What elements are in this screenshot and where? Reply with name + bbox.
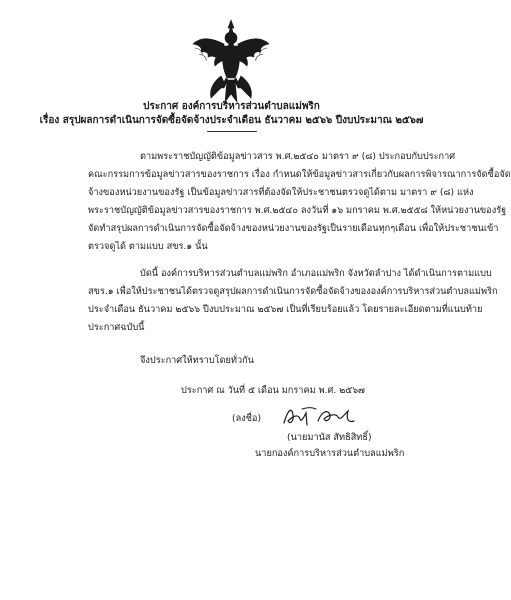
paragraph2-line: ประกาศฉบับนี้ bbox=[88, 322, 145, 333]
paragraph1-line: จ้างของหน่วยงานของรัฐ เป็นข้อมูลข่าวสารที่ต้องจัดให้ประชาชนตรวจดูได้ตาม มาตรา ๙ (๘) แห่ง bbox=[88, 187, 474, 198]
signatory-name: (นายมานัส สัทธิสิทธิ์) bbox=[287, 432, 372, 443]
paragraph1-line: พระราชบัญญัติข้อมูลข่าวสารของราชการ พ.ศ.๒๕๔๐ ลงวันที่ ๑๖ มกราคม พ.ศ.๒๕๕๘ ให้หน่วยงานของรัฐ bbox=[88, 205, 507, 216]
title-divider bbox=[207, 131, 257, 132]
paragraph1-line: จัดทำสรุปผลการดำเนินการจัดซื้อจัดจ้างของหน่วยงานของรัฐเป็นรายเดือนทุกๆเดือน เพื่อให้ประชาชนเข้า bbox=[88, 223, 499, 234]
announcement-date: ประกาศ ณ วันที่ ๕ เดือน มกราคม พ.ศ. ๒๕๖๗ bbox=[181, 385, 365, 396]
paragraph1-line: ตรวจดูได้ ตามแบบ สขร.๑ นั้น bbox=[88, 241, 208, 252]
paragraph2-line: บัดนี้ องค์การบริหารส่วนตำบลแม่พริก อำเภอแม่พริก จังหวัดลำปาง ได้ดำเนินการตามแบบ bbox=[140, 268, 492, 279]
handwritten-signature bbox=[278, 403, 358, 431]
paragraph2-line: ประจำเดือน ธันวาคม ๒๕๖๖ ปีงบประมาณ ๒๕๖๗ เป็นที่เรียบร้อยแล้ว โดยรายละเอียดตามที่แนบท้าย bbox=[88, 304, 483, 315]
announcement-title: ประกาศ องค์การบริหารส่วนตำบลแม่พริก bbox=[143, 101, 320, 112]
closing-line: จึงประกาศให้ทราบโดยทั่วกัน bbox=[140, 355, 254, 366]
paragraph1-line: ตามพระราชบัญญัติข้อมูลข่าวสาร พ.ศ.๒๕๔๐ มาตรา ๙ (๘) ประกอบกับประกาศ bbox=[140, 151, 456, 162]
signatory-position: นายกองค์การบริหารส่วนตำบลแม่พริก bbox=[255, 448, 405, 459]
announcement-subject: เรื่อง สรุปผลการดำเนินการจัดซื้อจัดจ้างประจำเดือน ธันวาคม ๒๕๖๖ ปีงบประมาณ ๒๕๖๗ bbox=[39, 115, 424, 126]
garuda-emblem-icon bbox=[191, 18, 271, 104]
paragraph2-line: สขร.๑ เพื่อให้ประชาชนได้ตรวจดูสรุปผลการดำเนินการจัดซื้อจัดจ้างขององค์การบริหารส่วนตำบลแม่พริก bbox=[88, 286, 498, 297]
signature-label: (ลงชื่อ) bbox=[232, 413, 262, 424]
paragraph1-line: คณะกรรมการข้อมูลข่าวสารของราชการ เรื่อง กำหนดให้ข้อมูลข่าวสารเกี่ยวกับผลการพิจารณาการจัดซื้อจัด bbox=[88, 169, 511, 180]
